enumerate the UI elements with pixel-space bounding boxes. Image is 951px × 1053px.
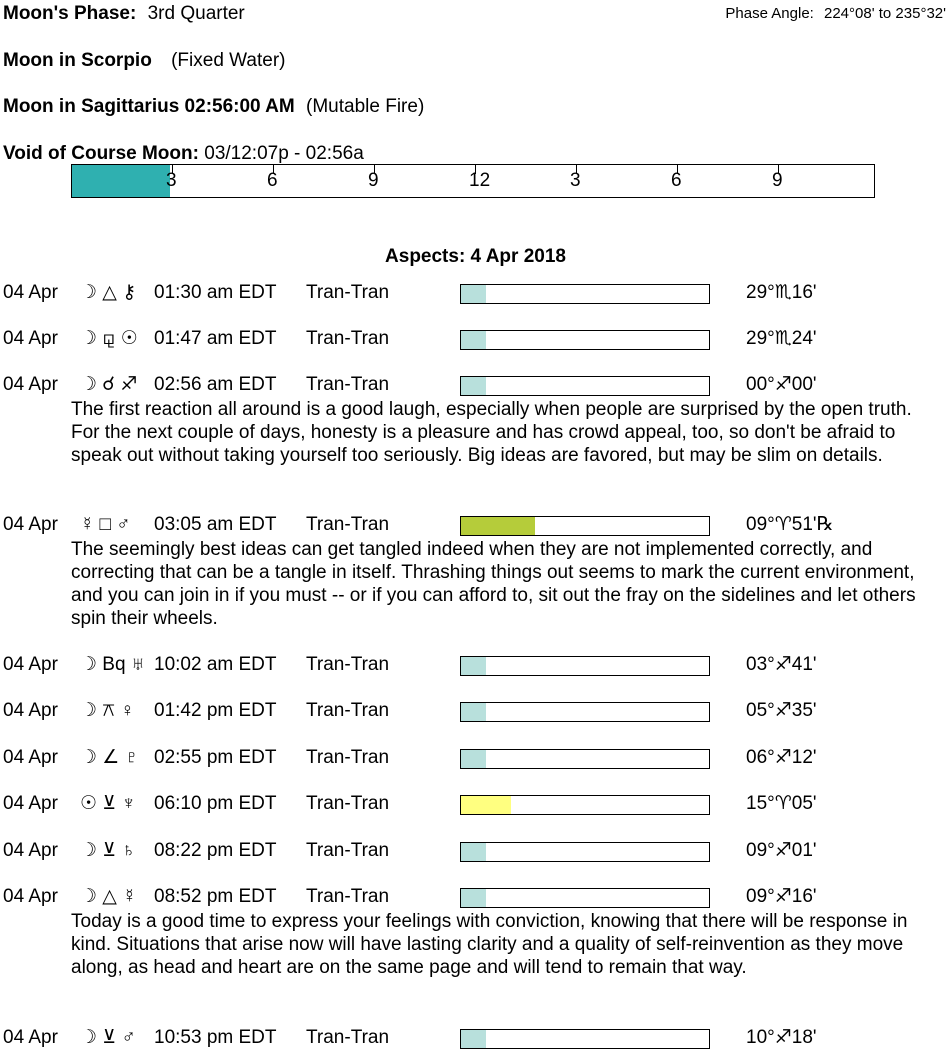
- aspect-type: Tran-Tran: [306, 374, 390, 395]
- aspect-position: 09°♐01': [746, 840, 817, 861]
- aspect-date: 04 Apr: [3, 328, 58, 349]
- timeline-tick-label: 6: [671, 170, 682, 191]
- aspect-row: [0, 373, 951, 397]
- aspect-time: 01:30 am EDT: [154, 282, 277, 303]
- aspect-position: 09°♈51'℞: [746, 514, 834, 535]
- aspect-position: 06°♐12': [746, 747, 817, 768]
- aspect-row: [0, 281, 951, 305]
- aspect-symbols: ☽ ⚻ ♀: [80, 700, 135, 721]
- aspect-time: 02:56 am EDT: [154, 374, 277, 395]
- aspect-date: 04 Apr: [3, 282, 58, 303]
- aspect-symbols: ☽ △ ⚷: [80, 282, 137, 303]
- aspect-strength-fill: [461, 517, 535, 535]
- aspect-strength-fill: [461, 703, 486, 721]
- timeline-tick-label: 3: [570, 170, 581, 191]
- aspect-row: [0, 1026, 951, 1050]
- moon-phase-value: 3rd Quarter: [147, 3, 245, 24]
- aspect-strength-bar: [460, 330, 710, 350]
- aspect-time: 06:10 pm EDT: [154, 793, 277, 814]
- aspect-date: 04 Apr: [3, 374, 58, 395]
- timeline-tick-label: 3: [166, 170, 177, 191]
- void-label: Void of Course Moon:: [3, 143, 199, 164]
- aspect-type: Tran-Tran: [306, 1027, 390, 1048]
- aspect-time: 01:42 pm EDT: [154, 700, 277, 721]
- aspect-strength-fill: [461, 377, 486, 395]
- aspect-strength-fill: [461, 750, 486, 768]
- aspect-position: 29°♏24': [746, 328, 817, 349]
- aspect-row: [0, 792, 951, 816]
- aspect-symbols: ☽ ⊻ ♂: [80, 1027, 136, 1048]
- aspect-strength-bar: [460, 284, 710, 304]
- aspect-strength-bar: [460, 656, 710, 676]
- void-timeline-bar: [71, 164, 875, 198]
- aspect-time: 08:22 pm EDT: [154, 840, 277, 861]
- aspect-time: 02:55 pm EDT: [154, 747, 277, 768]
- aspect-symbols: ☽ ☌ ♐: [80, 374, 138, 395]
- timeline-tick-label: 9: [368, 170, 379, 191]
- aspect-symbols: ☿ □ ♂: [80, 514, 131, 535]
- aspect-position: 00°♐00': [746, 374, 817, 395]
- aspect-type: Tran-Tran: [306, 840, 390, 861]
- aspect-position: 29°♏16': [746, 282, 817, 303]
- aspect-strength-bar: [460, 842, 710, 862]
- aspect-date: 04 Apr: [3, 886, 58, 907]
- aspect-description: Today is a good time to express your feelings with conviction, knowing that there will be response in kind. Situations that arise now will have lasting clarity and a quality of self-reinvention as they move along, as head and heart are on the same page and will tend to remain that way.: [71, 911, 908, 978]
- aspect-strength-fill: [461, 285, 486, 303]
- moon-phase: [3, 3, 245, 25]
- aspect-type: Tran-Tran: [306, 747, 390, 768]
- timeline-tick-label: 6: [267, 170, 278, 191]
- void-value: 03/12:07p - 02:56a: [204, 143, 364, 164]
- aspect-strength-bar: [460, 888, 710, 908]
- aspect-position: 09°♐16': [746, 886, 817, 907]
- aspect-symbols: ☽ △ ☿: [80, 886, 137, 907]
- aspect-time: 03:05 am EDT: [154, 514, 277, 535]
- aspect-row: [0, 746, 951, 770]
- aspect-strength-bar: [460, 1029, 710, 1049]
- void-of-course: [3, 143, 364, 165]
- moon-sign-sagittarius: [3, 96, 424, 118]
- moon-sign-1-note: (Fixed Water): [171, 50, 286, 71]
- aspect-date: 04 Apr: [3, 1027, 58, 1048]
- aspect-type: Tran-Tran: [306, 328, 390, 349]
- aspect-type: Tran-Tran: [306, 886, 390, 907]
- aspect-symbols: ☽ ⊻ ♄: [80, 840, 136, 861]
- aspect-description: The first reaction all around is a good laugh, especially when people are surprised by the open truth. For the next couple of days, honesty is a pleasure and has crowd appeal, too, so don't be afraid to speak out without taking yourself too seriously. Big ideas are favored, but may be slim on details.: [71, 399, 912, 466]
- aspect-strength-bar: [460, 376, 710, 396]
- aspect-strength-fill: [461, 796, 511, 814]
- moon-sign-scorpio: [3, 50, 285, 72]
- aspect-date: 04 Apr: [3, 747, 58, 768]
- void-timeline-fill: [72, 165, 170, 197]
- phase-angle-value: 224°08' to 235°32': [824, 5, 946, 22]
- aspect-symbols: ☉ ⊻ ♆: [80, 793, 136, 814]
- aspect-symbols: ☽ ⚼ ☉: [80, 328, 138, 349]
- aspect-strength-bar: [460, 702, 710, 722]
- aspect-date: 04 Apr: [3, 654, 58, 675]
- aspect-position: 03°♐41': [746, 654, 817, 675]
- phase-angle-label: Phase Angle:: [725, 5, 814, 22]
- aspect-position: 10°♐18': [746, 1027, 817, 1048]
- aspect-strength-bar: [460, 516, 710, 536]
- aspect-position: 05°♐35': [746, 700, 817, 721]
- timeline-tick-label: 9: [772, 170, 783, 191]
- aspects-title: Aspects: 4 Apr 2018: [385, 246, 566, 267]
- aspect-time: 01:47 am EDT: [154, 328, 277, 349]
- aspect-date: 04 Apr: [3, 700, 58, 721]
- aspect-strength-fill: [461, 889, 486, 907]
- aspect-strength-bar: [460, 795, 710, 815]
- aspect-row: [0, 699, 951, 723]
- moon-sign-1-label: Moon in Scorpio: [3, 50, 152, 71]
- aspect-type: Tran-Tran: [306, 282, 390, 303]
- aspect-symbols: ☽ Bq ♅: [80, 654, 146, 675]
- aspect-description: The seemingly best ideas can get tangled indeed when they are not implemented correctly, and correcting that can be a tangle in itself. Thrashing things out seems to mark the current environment, and you can join in if you must -- or if you can afford to, sit out the fray on the sidelines and let others spin their wheels.: [71, 539, 916, 629]
- aspect-row: [0, 653, 951, 677]
- phase-angle: [725, 3, 946, 25]
- timeline-tick-label: 12: [469, 170, 491, 191]
- aspect-type: Tran-Tran: [306, 700, 390, 721]
- aspect-strength-fill: [461, 843, 486, 861]
- aspect-strength-fill: [461, 1030, 486, 1048]
- moon-sign-2-note: (Mutable Fire): [306, 96, 425, 117]
- aspect-position: 15°♈05': [746, 793, 817, 814]
- aspect-type: Tran-Tran: [306, 793, 390, 814]
- aspect-row: [0, 327, 951, 351]
- moon-sign-2-label: Moon in Sagittarius 02:56:00 AM: [3, 96, 295, 117]
- aspect-date: 04 Apr: [3, 793, 58, 814]
- aspect-symbols: ☽ ∠ ♇: [80, 747, 139, 768]
- aspect-row: [0, 513, 951, 537]
- aspect-time: 10:02 am EDT: [154, 654, 277, 675]
- aspect-strength-fill: [461, 331, 486, 349]
- aspect-time: 08:52 pm EDT: [154, 886, 277, 907]
- aspect-date: 04 Apr: [3, 514, 58, 535]
- aspect-type: Tran-Tran: [306, 514, 390, 535]
- aspect-type: Tran-Tran: [306, 654, 390, 675]
- aspect-row: [0, 839, 951, 863]
- aspect-time: 10:53 pm EDT: [154, 1027, 277, 1048]
- aspect-strength-bar: [460, 749, 710, 769]
- aspect-strength-fill: [461, 657, 486, 675]
- aspect-row: [0, 885, 951, 909]
- moon-phase-label: Moon's Phase:: [3, 3, 137, 24]
- aspect-date: 04 Apr: [3, 840, 58, 861]
